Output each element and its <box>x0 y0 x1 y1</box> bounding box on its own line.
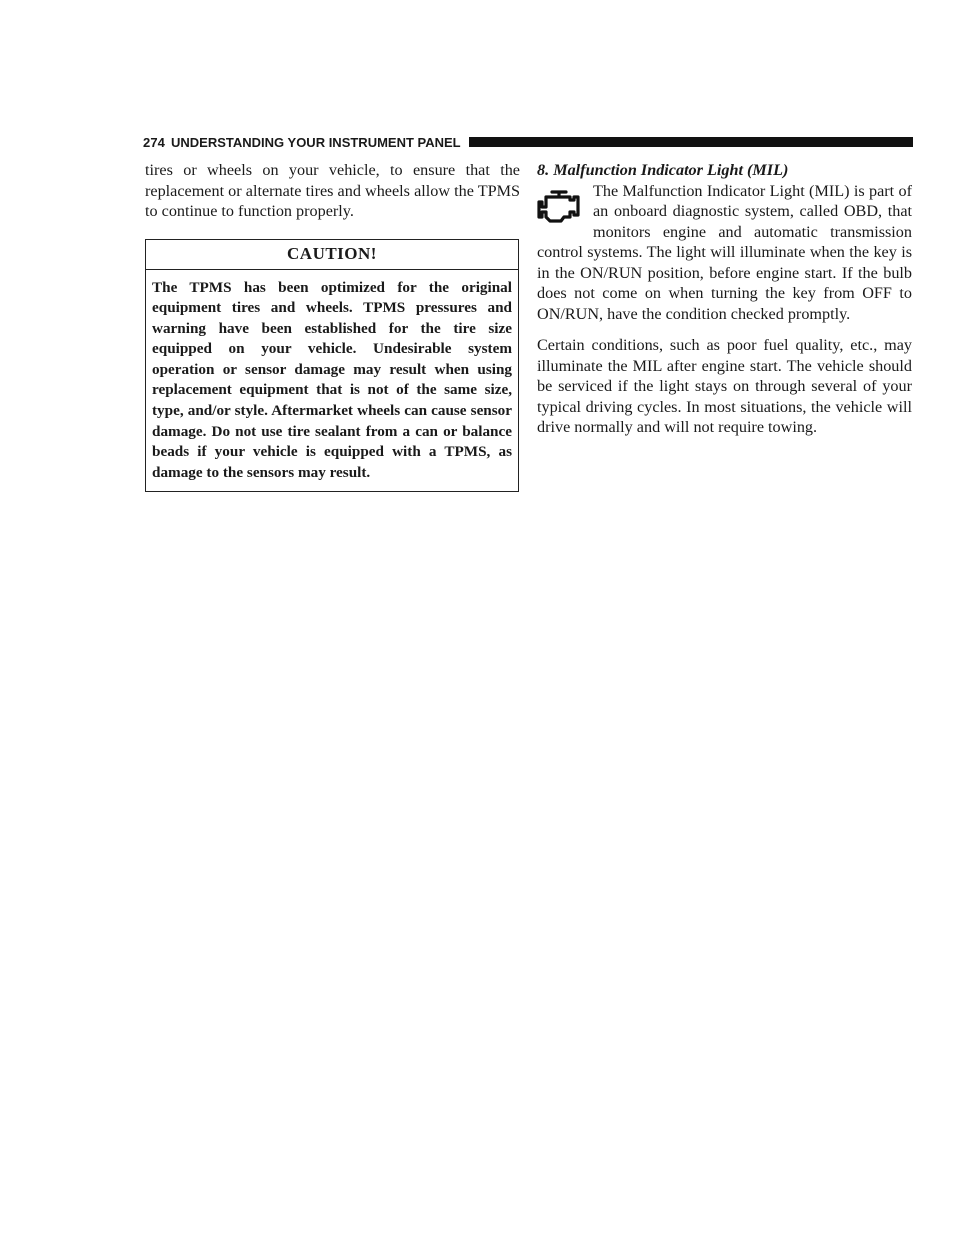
section-title: UNDERSTANDING YOUR INSTRUMENT PANEL <box>171 134 461 150</box>
right-column <box>537 160 912 438</box>
mil-paragraph-2: Certain conditions, such as poor fuel quality, etc., may illuminate the MIL after engine start. The vehicle should be serviced if the light stays on through several of your typical driving cycles. In most situations, the vehicle will drive normally and will not require towing. <box>537 336 912 436</box>
mil-section <box>537 181 912 325</box>
page-number: 274 <box>143 134 165 150</box>
engine-icon <box>537 187 583 227</box>
caution-title: CAUTION! <box>146 240 518 270</box>
left-column <box>145 160 520 492</box>
mil-heading: 8. Malfunction Indicator Light (MIL) <box>537 161 789 179</box>
intro-paragraph: tires or wheels on your vehicle, to ensure that the replacement or alternate tires and wheels allow the TPMS to continue to function properly. <box>145 161 520 220</box>
mil-paragraph-1: The Malfunction Indicator Light (MIL) is part of an onboard diagnostic system, called OBD, that monitors engine and automatic transmission control systems. The light will illuminate when the key is in the ON/RUN position, before engine start. If the bulb does not come on when turning the key from OFF to ON/RUN, have the condition checked promptly. <box>537 181 912 323</box>
caution-body: The TPMS has been optimized for the original equipment tires and wheels. TPMS pressures and warning have been established for the tire size equipped on your vehicle. Undesirable system operation or sensor damage may result when using replacement equipment that is not of the same size, type, and/or style. Aftermarket wheels can cause sensor damage. Do not use tire sealant from a can or balance beads if your vehicle is equipped with a TPMS, as damage to the sensors may result. <box>152 278 512 481</box>
caution-box <box>145 239 519 493</box>
header-rule <box>469 137 913 147</box>
page-header <box>143 134 913 150</box>
